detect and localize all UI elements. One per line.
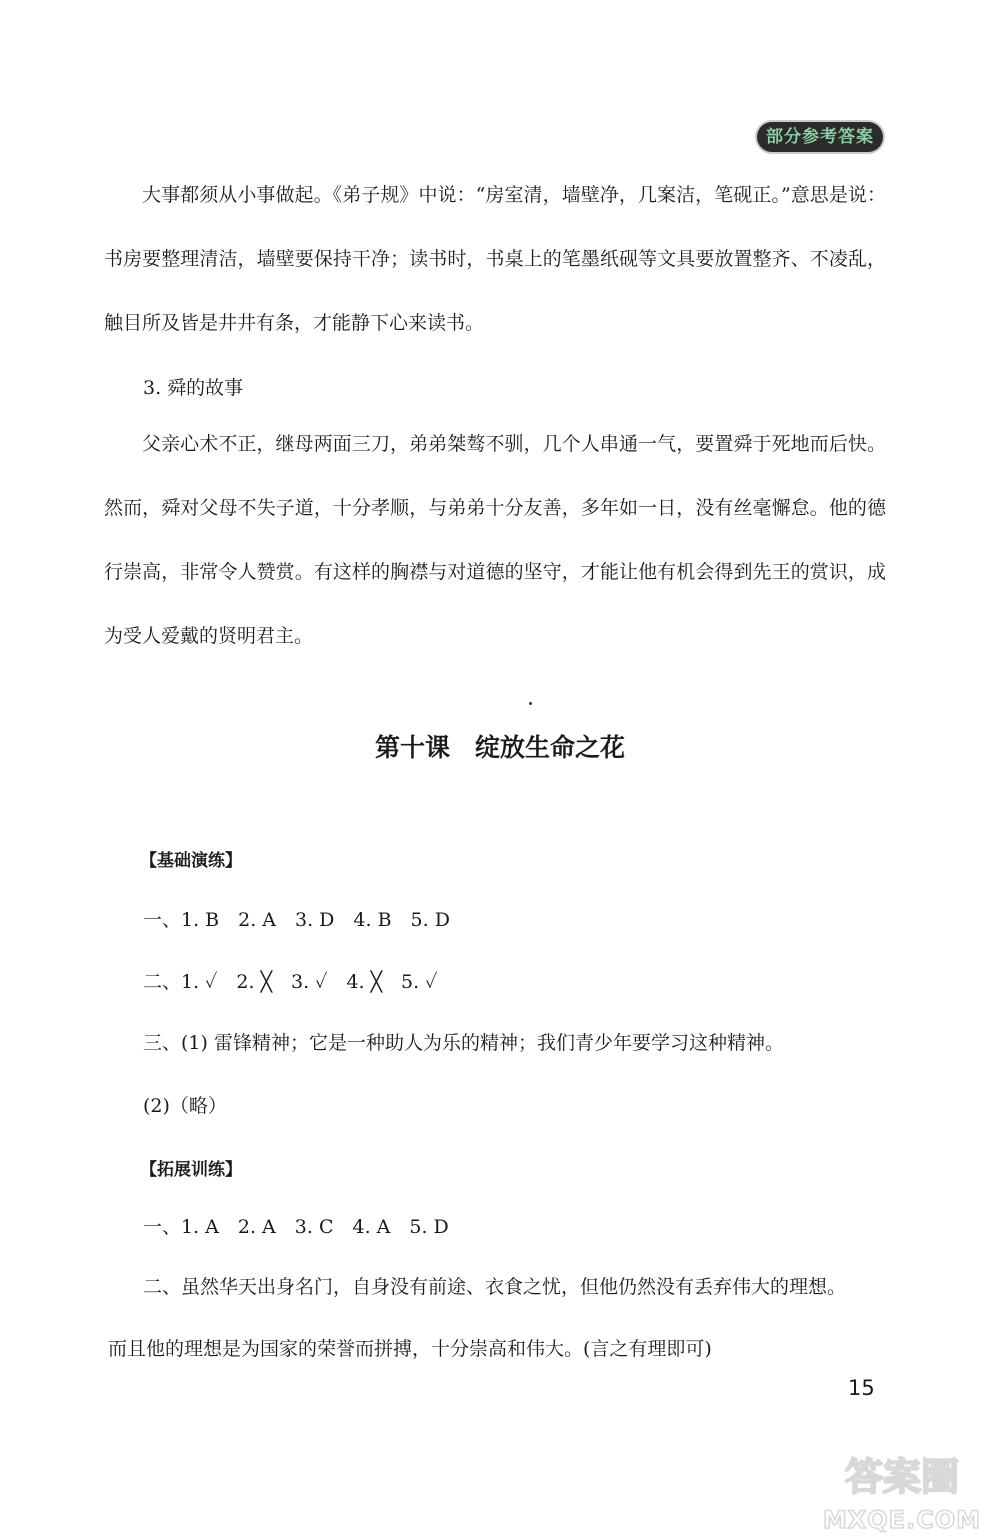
basic-q3-answer-2: (2)（略） [143,1095,227,1117]
extended-q1-answers: 一、1. A 2. A 3. C 4. A 5. D [143,1216,449,1238]
answer-badge: 部分参考答案 [757,122,883,152]
basic-q2-answers: 二、1. ✓ 2. ╳ 3. ✓ 4. ╳ 5. ✓ [143,971,438,993]
item-3-paragraph: 父亲心术不正，继母两面三刀，弟弟桀骜不驯，几个人串通一气，要置舜于死地而后快。然而，舜对父母不失子道，十分孝顺，与弟弟十分友善，多年如一日，没有丝毫懈怠。他的德行崇高，非常令人赞赏。有这样的胸襟与对道德的坚守，才能让他有机会得到先王的赏识，成为受人爱戴的贤明君主。 [104,433,886,647]
watermark-site-text: MXQE.COM [822,1506,982,1534]
stray-dot [529,702,532,705]
basic-q3-answer-1: 三、(1) 雷锋精神；它是一种助人为乐的精神；我们青少年要学习这种精神。 [143,1032,784,1054]
watermark-logo [812,1440,992,1536]
basic-q1-answers: 一、1. B 2. A 3. D 4. B 5. D [143,909,450,931]
basic-practice-heading: 【基础演练】 [140,851,242,871]
extended-q2-answer-line-2: 而且他的理想是为国家的荣誉而拼搏，十分崇高和伟大。(言之有理即可) [108,1338,712,1360]
lesson-title: 第十课 绽放生命之花 [374,733,625,762]
page-number: 15 [848,1376,875,1400]
extended-training-heading: 【拓展训练】 [140,1160,242,1180]
item-3-heading: 3. 舜的故事 [143,377,244,399]
top-paragraph: 大事都须从小事做起。《弟子规》中说：“房室清，墙壁净，几案洁，笔砚正。”意思是说：书房要整理清洁，墙壁要保持干净；读书时，书桌上的笔墨纸砚等文具要放置整齐、不凌乱，触目所及皆是井井有条，才能静下心来读书。 [104,184,886,334]
watermark-logo-text: 答案圈 [844,1455,960,1499]
extended-q2-answer-line-1: 二、虽然华天出身名门，自身没有前途、衣食之忧，但他仍然没有丢弃伟大的理想。 [143,1276,847,1298]
